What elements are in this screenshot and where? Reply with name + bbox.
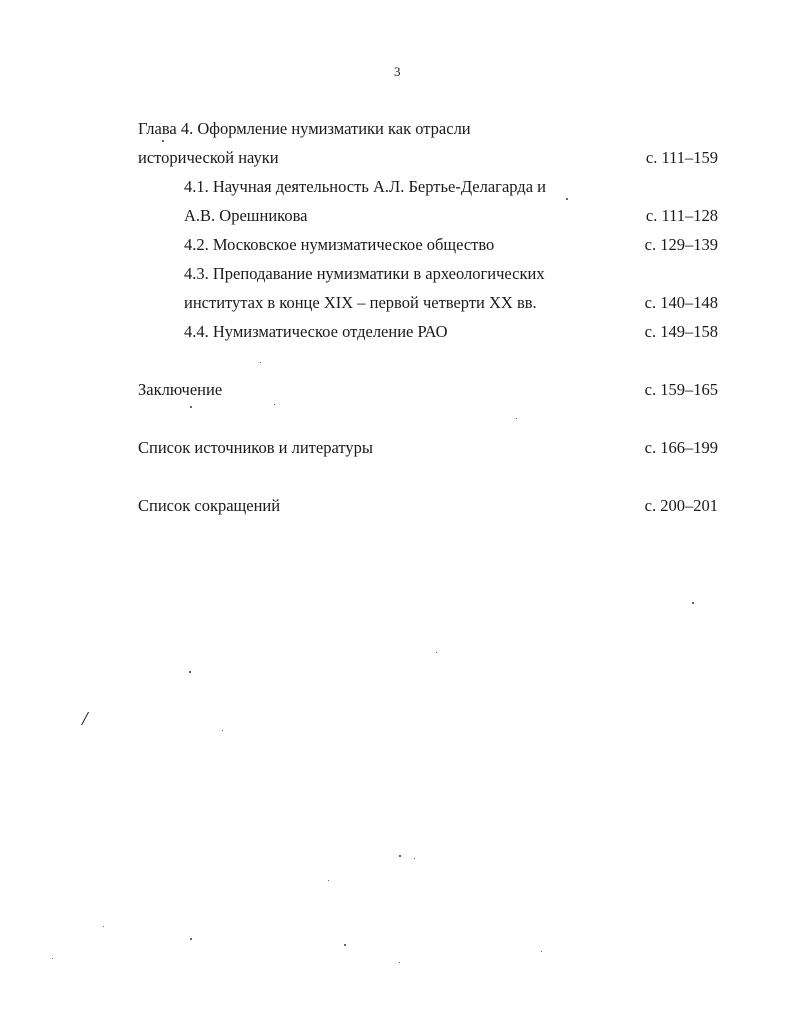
scan-speck xyxy=(190,406,192,408)
toc-entry-title: 4.2. Московское нумизматическое общество xyxy=(184,235,495,254)
scan-speck xyxy=(516,418,517,419)
toc-entry-chapter4-line2 xyxy=(138,143,718,172)
toc-entry-title: 4.1. Научная деятельность А.Л. Бертье-Делагарда и xyxy=(184,177,546,196)
toc-entry-pages: с. 159–165 xyxy=(644,380,718,399)
toc-entry-4-4 xyxy=(138,317,718,346)
toc-entry-pages: с. 149–158 xyxy=(644,322,718,341)
toc-entry-abbreviations xyxy=(138,491,718,520)
scan-speck xyxy=(274,404,275,405)
toc-entry-title: Список источников и литературы xyxy=(138,438,373,457)
scan-speck xyxy=(52,958,53,959)
toc-entry-4-3-line1 xyxy=(138,259,718,288)
scan-speck xyxy=(328,880,329,881)
table-of-contents xyxy=(138,114,718,520)
toc-entry-chapter4-line1 xyxy=(138,114,718,143)
toc-entry-title: Заключение xyxy=(138,380,223,399)
toc-entry-sources xyxy=(138,433,718,462)
scan-speck xyxy=(260,362,261,363)
scan-speck xyxy=(692,602,694,604)
toc-entry-pages: с. 140–148 xyxy=(644,293,718,312)
toc-entry-title: Список сокращений xyxy=(138,496,281,515)
scan-speck xyxy=(399,855,401,857)
scan-speck xyxy=(399,962,400,963)
scan-speck xyxy=(162,140,164,142)
toc-entry-4-3-line2 xyxy=(138,288,718,317)
toc-entry-pages: с. 129–139 xyxy=(644,235,718,254)
toc-entry-pages: с. 200–201 xyxy=(644,496,718,515)
toc-entry-title: исторической науки xyxy=(138,148,279,167)
toc-entry-title: А.В. Орешникова xyxy=(184,206,308,225)
toc-entry-title: 4.3. Преподавание нумизматики в археологических xyxy=(184,264,545,283)
toc-entry-4-1-line1 xyxy=(138,172,718,201)
spacer xyxy=(138,404,718,433)
toc-entry-pages: с. 111–159 xyxy=(645,148,718,167)
page-number: 3 xyxy=(394,64,401,79)
toc-entry-conclusion xyxy=(138,375,718,404)
toc-entry-title: 4.4. Нумизматическое отделение РАО xyxy=(184,322,448,341)
toc-entry-title: институтах в конце XIX – первой четверти XX вв. xyxy=(184,293,537,312)
toc-entry-title: Глава 4. Оформление нумизматики как отрасли xyxy=(138,119,471,138)
scan-speck xyxy=(414,858,415,859)
scan-speck xyxy=(344,944,346,946)
toc-entry-pages: с. 166–199 xyxy=(644,438,718,457)
toc-entry-4-2 xyxy=(138,230,718,259)
toc-entry-4-1-line2 xyxy=(138,201,718,230)
scan-speck xyxy=(436,652,437,653)
scan-speck xyxy=(190,938,192,940)
scan-speck xyxy=(566,198,568,200)
toc-entry-pages: с. 111–128 xyxy=(645,206,718,225)
stray-slash-mark: / xyxy=(82,708,88,730)
spacer xyxy=(138,462,718,491)
scan-speck xyxy=(222,730,223,731)
spacer xyxy=(138,346,718,375)
scan-speck xyxy=(541,951,542,952)
scan-speck xyxy=(103,926,104,927)
scan-speck xyxy=(189,671,191,673)
